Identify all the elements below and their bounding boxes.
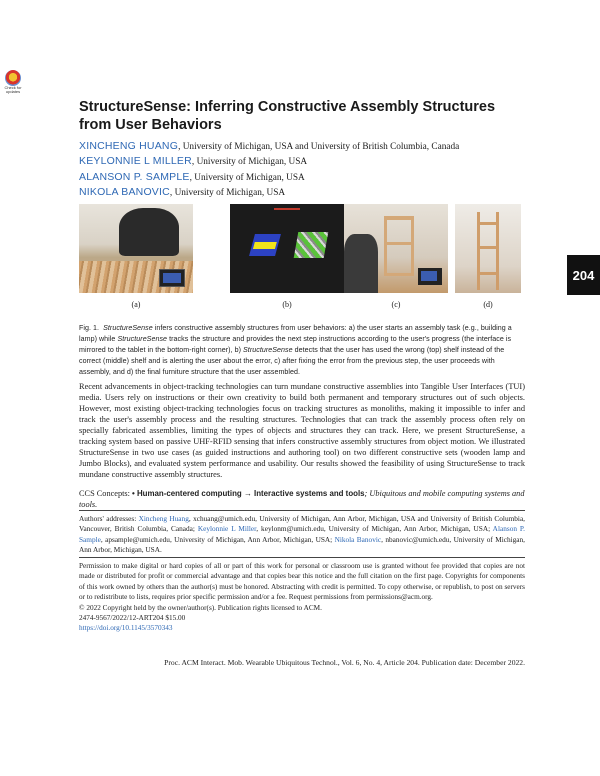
paper-title: StructureSense: Inferring Constructive Assembly Structures from User Behaviors <box>79 99 496 133</box>
author-link[interactable]: Alanson P. Sample <box>79 524 526 544</box>
subfigure-label: (d) <box>483 300 493 309</box>
subfigure-b <box>230 204 344 309</box>
author-link[interactable]: Nikola Banovic <box>334 534 382 544</box>
author-affiliation: , University of Michigan, USA <box>189 172 305 183</box>
permission-text: Permission to make digital or hard copies of all or part of this work for personal or classroom use is granted without fee provided that copies are not made or distributed for profit or commercial advantage and that copies bear this notice and the full citation on the first page. Copyrights for components of this work owned by others than the author(s) must be honored. Abstracting with credit is permitted. To copy otherwise, or republish, to post on servers or to redistribute to lists, requires prior specific permission and/or a fee. Request permissions from permissions@acm.org. <box>79 562 525 602</box>
ccs-prefix: CCS Concepts: <box>79 489 133 498</box>
subfigure-d <box>455 204 521 309</box>
ccs-concepts <box>79 488 525 510</box>
addr-text: , apsample@umich.edu, University of Michigan, Ann Arbor, Michigan, USA; <box>100 534 335 544</box>
photo-user-proceeds-assembly <box>344 204 448 293</box>
author-name[interactable]: NIKOLA BANOVIC <box>79 185 170 198</box>
author-line <box>79 170 525 185</box>
author-line <box>79 154 525 169</box>
check-for-updates-logo[interactable] <box>2 70 24 98</box>
ccs-secondary: ; Ubiquitous and mobile computing systems and tools. <box>79 489 525 509</box>
caption-text: detects that the user has used the wrong (top) shelf instead of the correct (middle) shelf and is alerting the user about the error, c) after fixing the error from the previous step, the user proceeds with assembly, and d) the final furniture structure that the user assembled. <box>79 346 505 377</box>
page-footer: Proc. ACM Interact. Mob. Wearable Ubiquitous Technol., Vol. 6, No. 4, Article 204. Publication date: December 2022. <box>164 658 525 667</box>
teaser-figure <box>79 204 525 314</box>
addr-text: , nbanovic@umich.edu, University of Michigan, Ann Arbor, Michigan, USA. <box>79 534 525 555</box>
author-line <box>79 139 525 154</box>
author-name[interactable]: ALANSON P. SAMPLE <box>79 170 190 183</box>
subfigure-a <box>79 204 193 309</box>
permission-notice <box>79 561 525 634</box>
caption-text: infers constructive assembly structures from user behaviors: a) the user starts an assembly task (e.g., building a lamp) while <box>79 324 512 344</box>
caption-system-name: StructureSense <box>243 346 293 355</box>
ccs-primary: • Human-centered computing → Interactive systems and tools <box>132 489 365 498</box>
article-number-tab: 204 <box>567 255 600 295</box>
logo-label: Check for updates <box>4 85 22 94</box>
crossmark-icon <box>5 70 21 86</box>
figure-caption <box>79 323 525 378</box>
subfigure-label: (b) <box>282 300 292 309</box>
abstract: Recent advancements in object-tracking technologies can turn mundane constructive assemblies into Tangible User Interfaces (TUI) media. Users rely on instructions or their own creativity to build both permanent and temporary structures out of such objects. However, most existing object-tracking technologies focus on tracking structures as monoliths, making it impossible to infer and track the user's assembly process and the resulting structures. Technologies that can track the assembly process often rely on specially fabricated assemblies, limiting the types of objects and structures they can track. Here, we present StructureSense, a tracking system based on passive UHF-RFID sensing that infers constructive assembly structures from object motion. We illustrated StructureSense in two use cases (as guided instructions and authoring tool) on two different constructive sets (wooden lamp and Jumbo Blocks), and evaluated system performance and usability. Our results showed the feasibility of using StructureSense to track mundane constructive assembly structures. <box>79 382 525 479</box>
subfigure-label: (c) <box>391 300 401 309</box>
caption-system-name: StructureSense <box>103 324 153 332</box>
addr-text: Authors' addresses: <box>79 514 139 523</box>
divider <box>79 557 525 558</box>
photo-final-structure <box>455 204 521 293</box>
caption-text: tracks the structure and provides the next step instructions according to the user's progress (the interface is mirrored to the tablet in the bottom-right corner), b) <box>79 335 512 355</box>
photo-user-starting-assembly <box>79 204 193 293</box>
author-affiliation: , University of Michigan, USA <box>169 187 286 198</box>
copyright-line: © 2022 Copyright held by the owner/author(s). Publication rights licensed to ACM. <box>79 603 322 612</box>
issn-line: 2474-9567/2022/12-ART204 $15.00 <box>79 614 186 623</box>
author-name[interactable]: KEYLONNIE L MILLER <box>79 155 192 168</box>
author-affiliation: , University of Michigan, USA and University of British Columbia, Canada <box>178 142 460 152</box>
subfigure-label: (a) <box>131 300 141 309</box>
author-addresses <box>79 514 525 556</box>
author-list <box>79 139 525 200</box>
divider <box>79 510 525 511</box>
author-link[interactable]: Xincheng Huang <box>138 514 189 523</box>
addr-text: , xchuang@umich.edu, University of Michigan, Ann Arbor, Michigan, USA and University of British Columbia, Vancouver, British Columbia, Canada; <box>79 514 526 534</box>
doi-link[interactable]: https://doi.org/10.1145/3570343 <box>79 624 173 633</box>
interface-error-alert <box>230 204 344 293</box>
addr-text: , keylonm@umich.edu, University of Michigan, Ann Arbor, Michigan, USA; <box>256 524 493 534</box>
caption-system-name: StructureSense <box>117 335 168 344</box>
author-affiliation: , University of Michigan, USA <box>191 157 308 168</box>
author-name[interactable]: XINCHENG HUANG <box>79 140 179 152</box>
caption-label: Fig. 1. <box>79 324 100 332</box>
author-line <box>79 185 525 200</box>
subfigure-c <box>344 204 448 309</box>
author-link[interactable]: Keylonnie L Miller <box>197 524 257 534</box>
